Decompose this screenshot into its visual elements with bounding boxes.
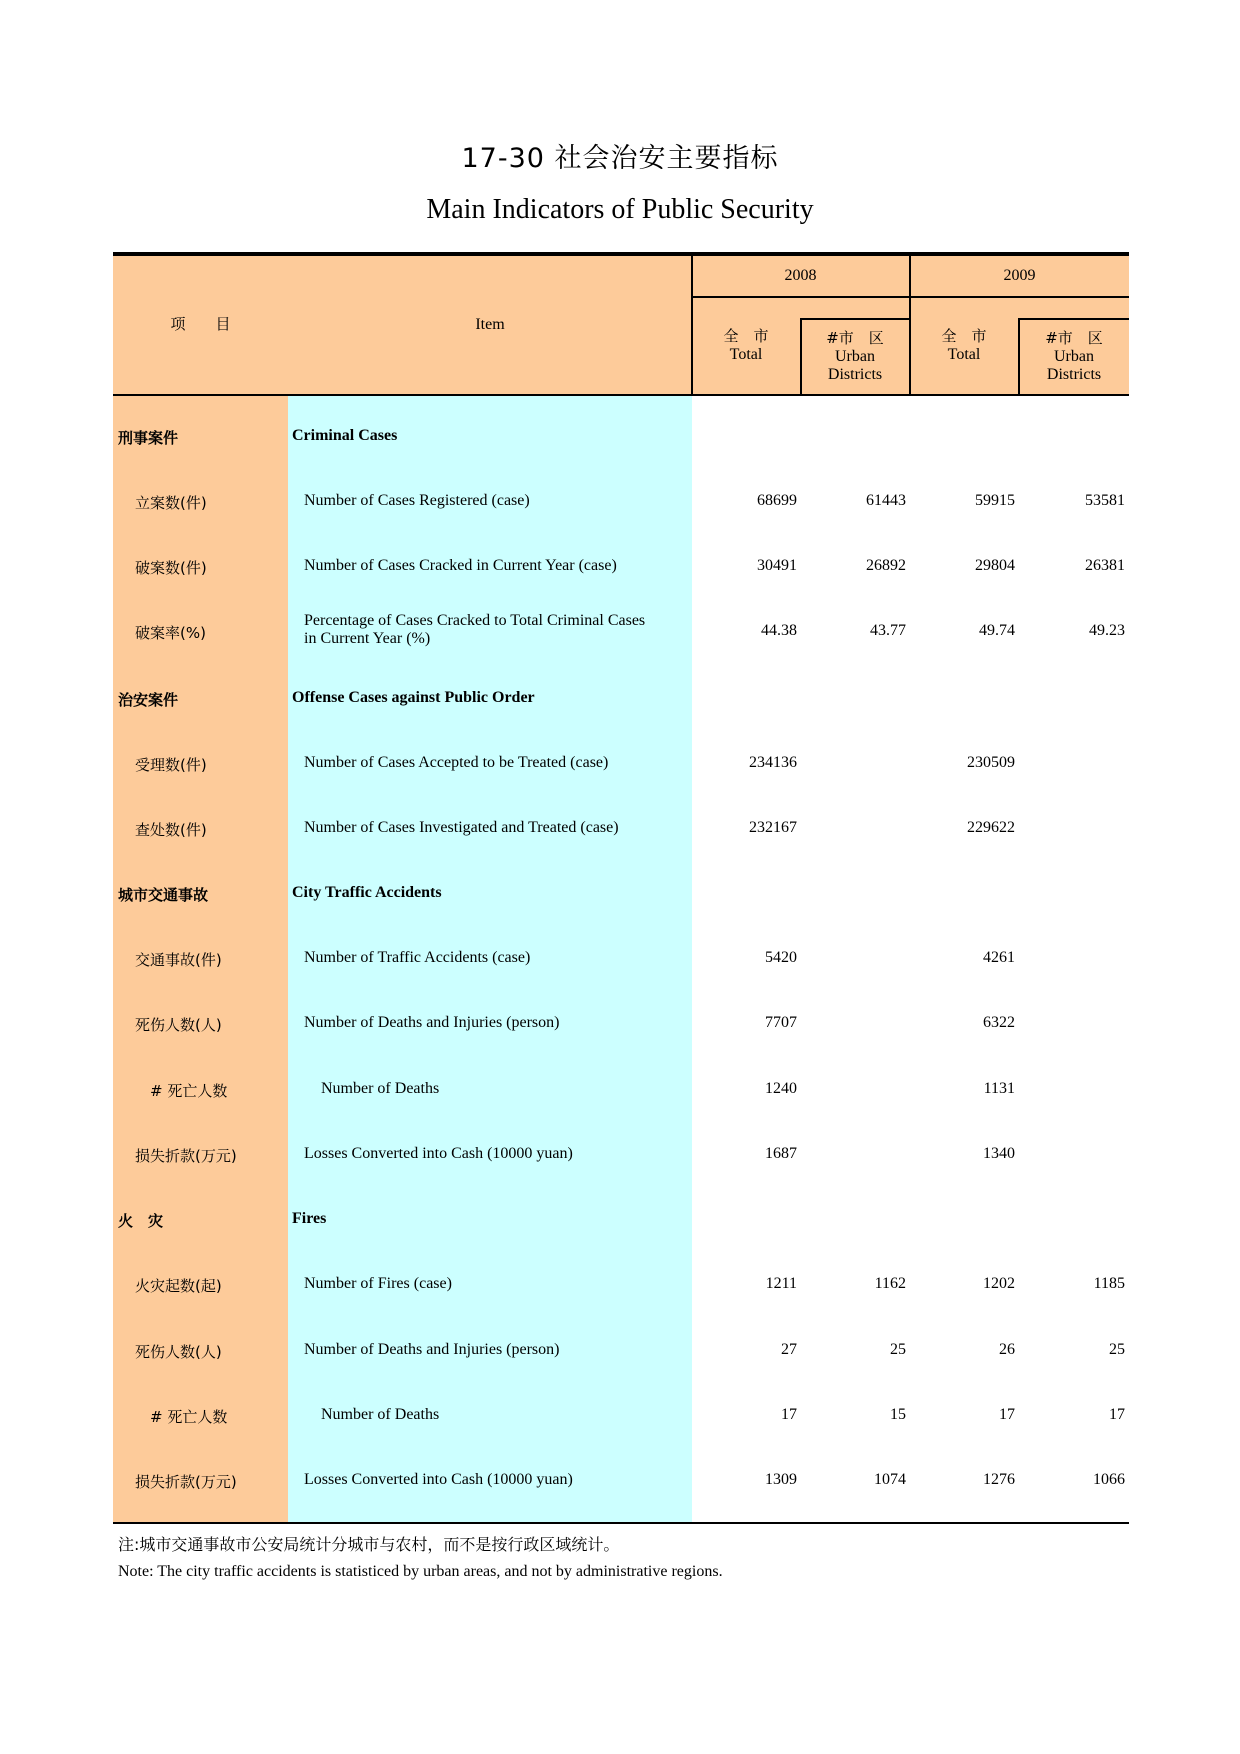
row-value: 17 [999, 1406, 1015, 1423]
row-label-cn: # 死亡人数 [150, 1082, 228, 1100]
table-header-rule [113, 394, 1129, 396]
row-value: 230509 [967, 754, 1015, 771]
row-value: 53581 [1085, 492, 1125, 509]
row-value: 1211 [765, 1275, 797, 1292]
row-value: 234136 [749, 754, 797, 771]
row-value: 49.74 [979, 622, 1015, 639]
row-value: 17 [781, 1406, 797, 1423]
row-value: 229622 [967, 819, 1015, 836]
row-value: 1074 [874, 1471, 906, 1488]
row-label-cn: 破案数(件) [135, 559, 207, 577]
row-label-en: Losses Converted into Cash (10000 yuan) [304, 1145, 573, 1162]
header-total-cn: 全 市 [941, 327, 987, 345]
row-value: 27 [781, 1341, 797, 1358]
section-label-cn: 刑事案件 [118, 429, 179, 447]
row-value: 25 [1109, 1341, 1125, 1358]
row-value: 1131 [983, 1080, 1015, 1097]
row-label-en: Number of Cases Accepted to be Treated (case) [304, 754, 609, 771]
row-label-cn: 查处数(件) [135, 821, 207, 839]
header-item-en: Item [475, 316, 505, 333]
row-label-en: Number of Fires (case) [304, 1275, 452, 1292]
row-label-en: Number of Deaths and Injuries (person) [304, 1014, 560, 1031]
header-urban-en: Urban [835, 348, 875, 365]
row-value: 1066 [1093, 1471, 1125, 1488]
row-value: 5420 [765, 949, 797, 966]
row-value: 1687 [765, 1145, 797, 1162]
row-value: 44.38 [761, 622, 797, 639]
header-item-cn: 项 目 [170, 315, 231, 333]
row-value: 1202 [983, 1275, 1015, 1292]
row-label-cn: 损失折款(万元) [135, 1473, 237, 1491]
row-value: 4261 [983, 949, 1015, 966]
table-top-rule [113, 252, 1129, 256]
row-value: 43.77 [870, 622, 906, 639]
section-label-cn: 城市交通事故 [118, 886, 209, 904]
row-label-en: Percentage of Cases Cracked to Total Criminal Cases [304, 612, 646, 629]
row-value: 61443 [866, 492, 906, 509]
row-label-cn: 交通事故(件) [135, 951, 222, 969]
row-value: 25 [890, 1341, 906, 1358]
header-urban-en: Districts [827, 366, 883, 383]
row-value: 1309 [765, 1471, 797, 1488]
note-cn: 注:城市交通事故市公安局统计分城市与农村，而不是按行政区域统计。 [118, 1535, 620, 1554]
header-urban-cn: #市 区 [1045, 329, 1103, 347]
row-value: 6322 [983, 1014, 1015, 1031]
row-label-en: Number of Traffic Accidents (case) [304, 949, 531, 966]
row-label-cn: 破案率(%) [135, 624, 206, 642]
row-label-en: Number of Cases Investigated and Treated (case) [304, 819, 619, 836]
row-value: 17 [1109, 1406, 1125, 1423]
row-label-cn: 损失折款(万元) [135, 1147, 237, 1165]
row-value: 7707 [765, 1014, 797, 1031]
section-label-en: Offense Cases against Public Order [292, 689, 535, 706]
row-value: 26 [999, 1341, 1015, 1358]
row-label-cn: 受理数(件) [135, 756, 207, 774]
row-label-cn: # 死亡人数 [150, 1408, 228, 1426]
row-value: 1185 [1093, 1275, 1125, 1292]
row-value: 232167 [749, 819, 797, 836]
row-label-en-line2: in Current Year (%) [304, 630, 431, 647]
row-value: 1340 [983, 1145, 1015, 1162]
row-label-en: Number of Deaths [321, 1406, 440, 1423]
row-label-cn: 立案数(件) [135, 494, 207, 512]
row-value: 1162 [874, 1275, 906, 1292]
row-label-en: Number of Deaths and Injuries (person) [304, 1341, 560, 1358]
row-value: 1276 [983, 1471, 1015, 1488]
header-urban-cn: #市 区 [826, 329, 884, 347]
header-total-en: Total [947, 346, 981, 363]
section-label-en: Criminal Cases [292, 427, 398, 444]
page-title-en: Main Indicators of Public Security [426, 194, 814, 225]
row-value: 1240 [765, 1080, 797, 1097]
section-label-cn: 火 灾 [118, 1212, 164, 1230]
header-year-2008: 2008 [784, 267, 817, 284]
header-total-cn: 全 市 [723, 327, 769, 345]
row-label-en: Number of Deaths [321, 1080, 440, 1097]
header-urban-en: Districts [1046, 366, 1102, 383]
note-en: Note: The city traffic accidents is statisticed by urban areas, and not by administrative regions. [118, 1563, 723, 1580]
header-total-en: Total [729, 346, 763, 363]
section-label-en: Fires [292, 1210, 327, 1227]
row-label-en: Losses Converted into Cash (10000 yuan) [304, 1471, 573, 1488]
row-value: 68699 [757, 492, 797, 509]
page-title-cn: 17-30 社会治安主要指标 [461, 143, 779, 174]
row-label-en: Number of Cases Cracked in Current Year (case) [304, 557, 617, 574]
header-year-2009: 2009 [1003, 267, 1036, 284]
row-label-cn: 死伤人数(人) [135, 1343, 222, 1361]
row-value: 59915 [975, 492, 1015, 509]
row-label-cn: 死伤人数(人) [135, 1016, 222, 1034]
row-label-en: Number of Cases Registered (case) [304, 492, 530, 509]
row-value: 49.23 [1089, 622, 1125, 639]
row-value: 30491 [757, 557, 797, 574]
table-bottom-rule [113, 1522, 1129, 1524]
row-label-cn: 火灾起数(起) [135, 1277, 222, 1295]
row-value: 29804 [975, 557, 1015, 574]
row-value: 26381 [1085, 557, 1125, 574]
section-label-cn: 治安案件 [118, 691, 179, 709]
row-value: 26892 [866, 557, 906, 574]
header-divider [1019, 318, 1129, 320]
row-value: 15 [890, 1406, 906, 1423]
section-label-en: City Traffic Accidents [292, 884, 442, 901]
header-urban-en: Urban [1054, 348, 1094, 365]
header-divider [692, 296, 1129, 298]
header-divider [801, 318, 909, 320]
